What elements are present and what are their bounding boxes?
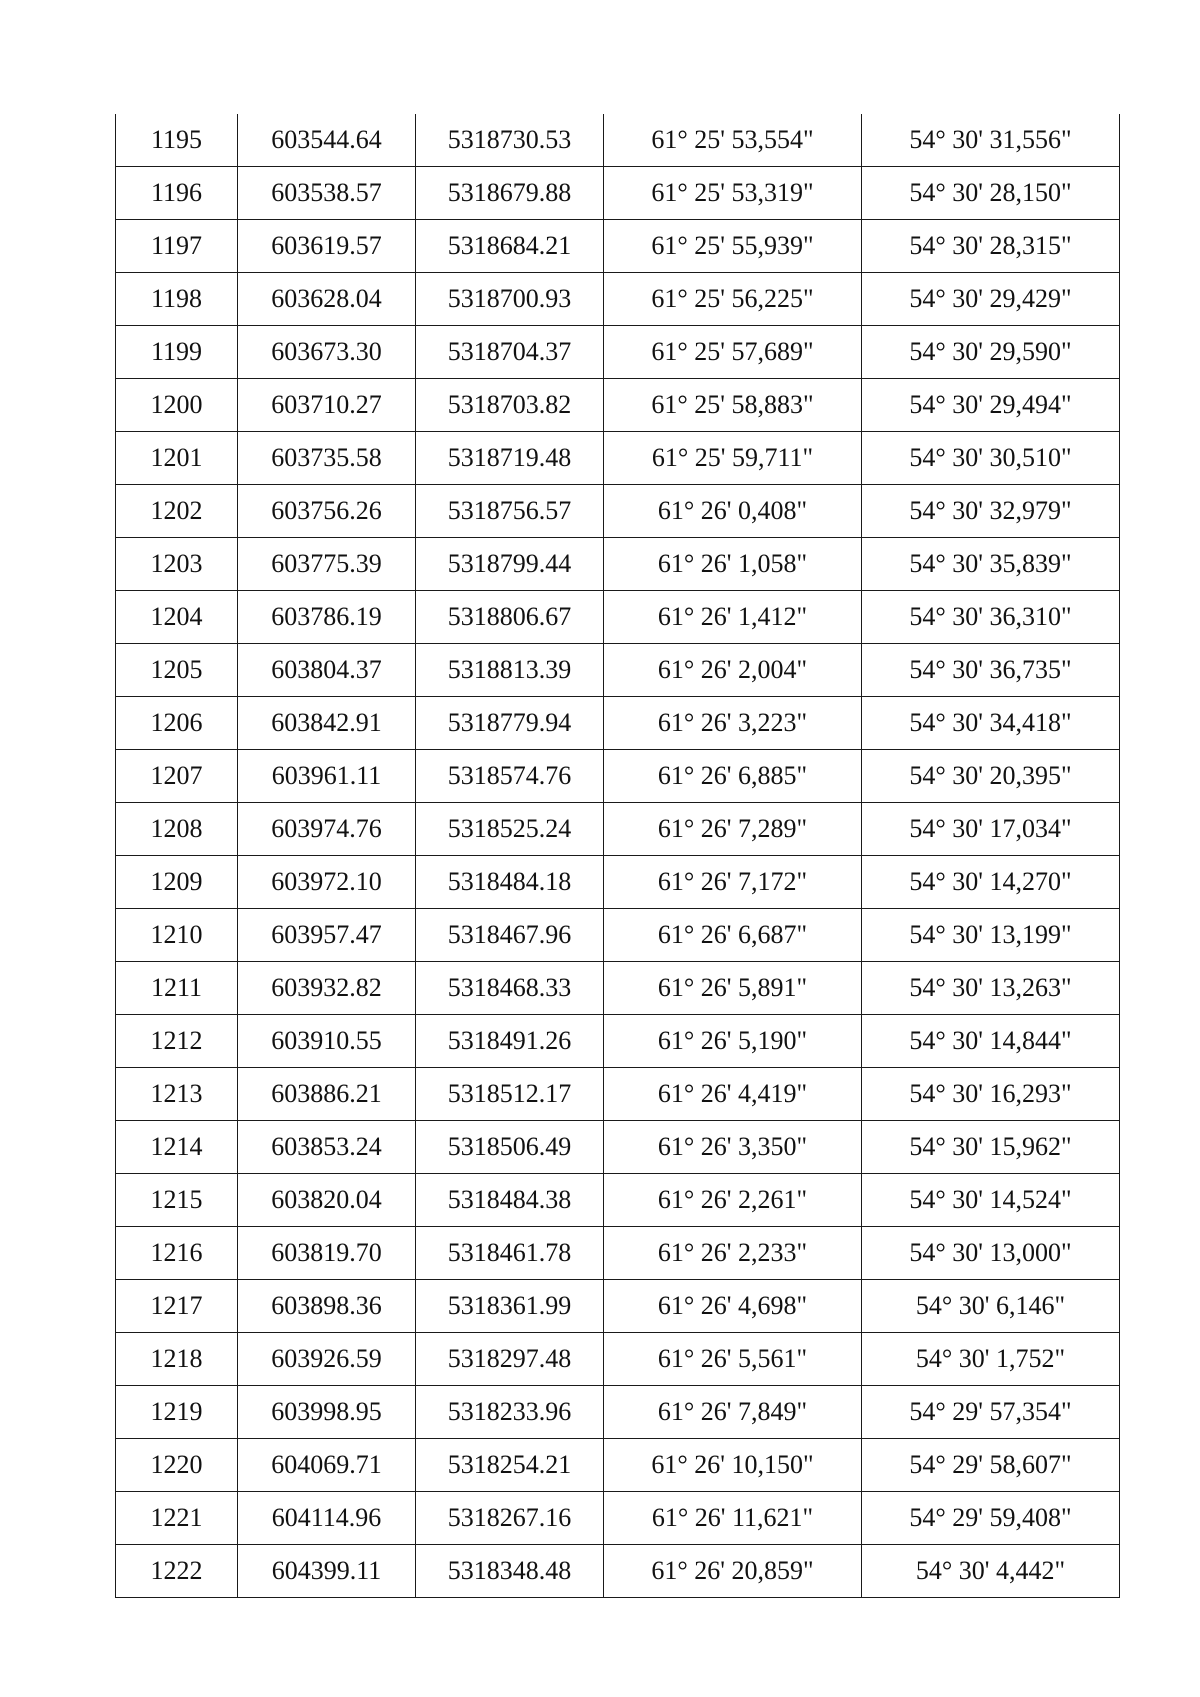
longitude-cell: 61° 26' 7,289" xyxy=(604,803,862,856)
point-number-cell: 1209 xyxy=(116,856,238,909)
latitude-cell: 54° 30' 20,395" xyxy=(862,750,1120,803)
x-coordinate-cell: 603819.70 xyxy=(238,1227,416,1280)
table-row xyxy=(116,326,1120,379)
x-coordinate-cell: 603710.27 xyxy=(238,379,416,432)
y-coordinate-cell: 5318254.21 xyxy=(416,1439,604,1492)
latitude-cell: 54° 30' 36,735" xyxy=(862,644,1120,697)
y-coordinate-cell: 5318799.44 xyxy=(416,538,604,591)
y-coordinate-cell: 5318525.24 xyxy=(416,803,604,856)
longitude-cell: 61° 26' 3,350" xyxy=(604,1121,862,1174)
longitude-cell: 61° 26' 2,233" xyxy=(604,1227,862,1280)
x-coordinate-cell: 603804.37 xyxy=(238,644,416,697)
x-coordinate-cell: 603961.11 xyxy=(238,750,416,803)
latitude-cell: 54° 30' 13,263" xyxy=(862,962,1120,1015)
y-coordinate-cell: 5318704.37 xyxy=(416,326,604,379)
x-coordinate-cell: 603898.36 xyxy=(238,1280,416,1333)
latitude-cell: 54° 30' 13,199" xyxy=(862,909,1120,962)
table-row xyxy=(116,1386,1120,1439)
table-row xyxy=(116,1068,1120,1121)
point-number-cell: 1220 xyxy=(116,1439,238,1492)
y-coordinate-cell: 5318361.99 xyxy=(416,1280,604,1333)
latitude-cell: 54° 30' 15,962" xyxy=(862,1121,1120,1174)
x-coordinate-cell: 603628.04 xyxy=(238,273,416,326)
x-coordinate-cell: 603932.82 xyxy=(238,962,416,1015)
latitude-cell: 54° 29' 59,408" xyxy=(862,1492,1120,1545)
longitude-cell: 61° 26' 0,408" xyxy=(604,485,862,538)
point-number-cell: 1219 xyxy=(116,1386,238,1439)
y-coordinate-cell: 5318461.78 xyxy=(416,1227,604,1280)
y-coordinate-cell: 5318700.93 xyxy=(416,273,604,326)
x-coordinate-cell: 603619.57 xyxy=(238,220,416,273)
table-row xyxy=(116,167,1120,220)
latitude-cell: 54° 30' 29,429" xyxy=(862,273,1120,326)
point-number-cell: 1195 xyxy=(116,114,238,167)
point-number-cell: 1205 xyxy=(116,644,238,697)
y-coordinate-cell: 5318574.76 xyxy=(416,750,604,803)
longitude-cell: 61° 25' 59,711" xyxy=(604,432,862,485)
table-row xyxy=(116,114,1120,167)
latitude-cell: 54° 30' 30,510" xyxy=(862,432,1120,485)
coordinates-table xyxy=(115,114,1120,1598)
y-coordinate-cell: 5318730.53 xyxy=(416,114,604,167)
table-row xyxy=(116,962,1120,1015)
x-coordinate-cell: 604069.71 xyxy=(238,1439,416,1492)
x-coordinate-cell: 603775.39 xyxy=(238,538,416,591)
x-coordinate-cell: 603538.57 xyxy=(238,167,416,220)
longitude-cell: 61° 26' 2,261" xyxy=(604,1174,862,1227)
y-coordinate-cell: 5318756.57 xyxy=(416,485,604,538)
table-row xyxy=(116,1174,1120,1227)
y-coordinate-cell: 5318233.96 xyxy=(416,1386,604,1439)
y-coordinate-cell: 5318267.16 xyxy=(416,1492,604,1545)
table-row xyxy=(116,697,1120,750)
table-row xyxy=(116,432,1120,485)
longitude-cell: 61° 26' 6,885" xyxy=(604,750,862,803)
table-row xyxy=(116,1545,1120,1598)
point-number-cell: 1200 xyxy=(116,379,238,432)
x-coordinate-cell: 603926.59 xyxy=(238,1333,416,1386)
point-number-cell: 1196 xyxy=(116,167,238,220)
y-coordinate-cell: 5318506.49 xyxy=(416,1121,604,1174)
table-row xyxy=(116,1439,1120,1492)
latitude-cell: 54° 30' 29,494" xyxy=(862,379,1120,432)
latitude-cell: 54° 30' 28,150" xyxy=(862,167,1120,220)
x-coordinate-cell: 603820.04 xyxy=(238,1174,416,1227)
longitude-cell: 61° 26' 5,561" xyxy=(604,1333,862,1386)
longitude-cell: 61° 26' 2,004" xyxy=(604,644,862,697)
x-coordinate-cell: 603974.76 xyxy=(238,803,416,856)
x-coordinate-cell: 603786.19 xyxy=(238,591,416,644)
table-row xyxy=(116,538,1120,591)
longitude-cell: 61° 26' 5,190" xyxy=(604,1015,862,1068)
x-coordinate-cell: 603972.10 xyxy=(238,856,416,909)
y-coordinate-cell: 5318719.48 xyxy=(416,432,604,485)
table-row xyxy=(116,1333,1120,1386)
point-number-cell: 1212 xyxy=(116,1015,238,1068)
y-coordinate-cell: 5318484.38 xyxy=(416,1174,604,1227)
point-number-cell: 1203 xyxy=(116,538,238,591)
x-coordinate-cell: 603735.58 xyxy=(238,432,416,485)
point-number-cell: 1217 xyxy=(116,1280,238,1333)
longitude-cell: 61° 26' 7,172" xyxy=(604,856,862,909)
y-coordinate-cell: 5318467.96 xyxy=(416,909,604,962)
table-row xyxy=(116,1492,1120,1545)
point-number-cell: 1197 xyxy=(116,220,238,273)
x-coordinate-cell: 603544.64 xyxy=(238,114,416,167)
x-coordinate-cell: 604399.11 xyxy=(238,1545,416,1598)
longitude-cell: 61° 26' 5,891" xyxy=(604,962,862,1015)
table-row xyxy=(116,591,1120,644)
point-number-cell: 1215 xyxy=(116,1174,238,1227)
longitude-cell: 61° 25' 55,939" xyxy=(604,220,862,273)
latitude-cell: 54° 30' 14,844" xyxy=(862,1015,1120,1068)
longitude-cell: 61° 26' 4,698" xyxy=(604,1280,862,1333)
point-number-cell: 1198 xyxy=(116,273,238,326)
y-coordinate-cell: 5318813.39 xyxy=(416,644,604,697)
latitude-cell: 54° 30' 4,442" xyxy=(862,1545,1120,1598)
point-number-cell: 1221 xyxy=(116,1492,238,1545)
point-number-cell: 1211 xyxy=(116,962,238,1015)
point-number-cell: 1206 xyxy=(116,697,238,750)
y-coordinate-cell: 5318512.17 xyxy=(416,1068,604,1121)
latitude-cell: 54° 30' 6,146" xyxy=(862,1280,1120,1333)
point-number-cell: 1199 xyxy=(116,326,238,379)
latitude-cell: 54° 30' 34,418" xyxy=(862,697,1120,750)
longitude-cell: 61° 26' 1,058" xyxy=(604,538,862,591)
latitude-cell: 54° 30' 17,034" xyxy=(862,803,1120,856)
table-row xyxy=(116,1121,1120,1174)
point-number-cell: 1214 xyxy=(116,1121,238,1174)
point-number-cell: 1207 xyxy=(116,750,238,803)
y-coordinate-cell: 5318806.67 xyxy=(416,591,604,644)
y-coordinate-cell: 5318297.48 xyxy=(416,1333,604,1386)
latitude-cell: 54° 30' 31,556" xyxy=(862,114,1120,167)
point-number-cell: 1222 xyxy=(116,1545,238,1598)
y-coordinate-cell: 5318491.26 xyxy=(416,1015,604,1068)
y-coordinate-cell: 5318679.88 xyxy=(416,167,604,220)
longitude-cell: 61° 26' 11,621" xyxy=(604,1492,862,1545)
latitude-cell: 54° 30' 35,839" xyxy=(862,538,1120,591)
longitude-cell: 61° 26' 7,849" xyxy=(604,1386,862,1439)
longitude-cell: 61° 26' 6,687" xyxy=(604,909,862,962)
longitude-cell: 61° 26' 10,150" xyxy=(604,1439,862,1492)
x-coordinate-cell: 603998.95 xyxy=(238,1386,416,1439)
point-number-cell: 1213 xyxy=(116,1068,238,1121)
longitude-cell: 61° 26' 20,859" xyxy=(604,1545,862,1598)
latitude-cell: 54° 30' 28,315" xyxy=(862,220,1120,273)
point-number-cell: 1210 xyxy=(116,909,238,962)
x-coordinate-cell: 603886.21 xyxy=(238,1068,416,1121)
latitude-cell: 54° 29' 58,607" xyxy=(862,1439,1120,1492)
latitude-cell: 54° 30' 14,270" xyxy=(862,856,1120,909)
longitude-cell: 61° 26' 1,412" xyxy=(604,591,862,644)
table-row xyxy=(116,220,1120,273)
table-row xyxy=(116,803,1120,856)
latitude-cell: 54° 30' 14,524" xyxy=(862,1174,1120,1227)
longitude-cell: 61° 25' 58,883" xyxy=(604,379,862,432)
table-row xyxy=(116,909,1120,962)
table-row xyxy=(116,1280,1120,1333)
table-row xyxy=(116,750,1120,803)
latitude-cell: 54° 30' 32,979" xyxy=(862,485,1120,538)
coordinates-table-body xyxy=(116,114,1120,1598)
latitude-cell: 54° 30' 16,293" xyxy=(862,1068,1120,1121)
longitude-cell: 61° 25' 57,689" xyxy=(604,326,862,379)
table-row xyxy=(116,644,1120,697)
point-number-cell: 1208 xyxy=(116,803,238,856)
x-coordinate-cell: 603853.24 xyxy=(238,1121,416,1174)
point-number-cell: 1218 xyxy=(116,1333,238,1386)
table-row xyxy=(116,379,1120,432)
table-row xyxy=(116,1015,1120,1068)
y-coordinate-cell: 5318779.94 xyxy=(416,697,604,750)
table-row xyxy=(116,856,1120,909)
longitude-cell: 61° 25' 56,225" xyxy=(604,273,862,326)
table-row xyxy=(116,273,1120,326)
y-coordinate-cell: 5318468.33 xyxy=(416,962,604,1015)
point-number-cell: 1201 xyxy=(116,432,238,485)
latitude-cell: 54° 29' 57,354" xyxy=(862,1386,1120,1439)
y-coordinate-cell: 5318348.48 xyxy=(416,1545,604,1598)
x-coordinate-cell: 603842.91 xyxy=(238,697,416,750)
x-coordinate-cell: 603756.26 xyxy=(238,485,416,538)
y-coordinate-cell: 5318703.82 xyxy=(416,379,604,432)
longitude-cell: 61° 26' 4,419" xyxy=(604,1068,862,1121)
point-number-cell: 1204 xyxy=(116,591,238,644)
x-coordinate-cell: 603910.55 xyxy=(238,1015,416,1068)
x-coordinate-cell: 604114.96 xyxy=(238,1492,416,1545)
longitude-cell: 61° 25' 53,554" xyxy=(604,114,862,167)
point-number-cell: 1202 xyxy=(116,485,238,538)
longitude-cell: 61° 26' 3,223" xyxy=(604,697,862,750)
y-coordinate-cell: 5318484.18 xyxy=(416,856,604,909)
latitude-cell: 54° 30' 36,310" xyxy=(862,591,1120,644)
latitude-cell: 54° 30' 13,000" xyxy=(862,1227,1120,1280)
table-row xyxy=(116,485,1120,538)
longitude-cell: 61° 25' 53,319" xyxy=(604,167,862,220)
latitude-cell: 54° 30' 29,590" xyxy=(862,326,1120,379)
y-coordinate-cell: 5318684.21 xyxy=(416,220,604,273)
x-coordinate-cell: 603673.30 xyxy=(238,326,416,379)
point-number-cell: 1216 xyxy=(116,1227,238,1280)
table-row xyxy=(116,1227,1120,1280)
latitude-cell: 54° 30' 1,752" xyxy=(862,1333,1120,1386)
x-coordinate-cell: 603957.47 xyxy=(238,909,416,962)
